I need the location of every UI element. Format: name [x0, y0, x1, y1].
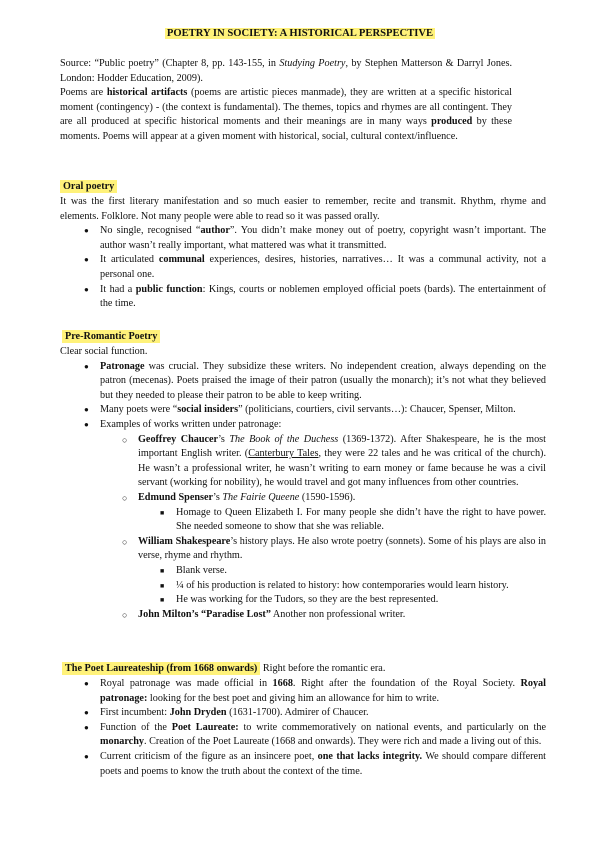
oral-poetry-intro: It was the first literary manifestation and so much easier to remember, recite and transmit. Rhythm, rhyme and elements. Folklore. Not many people were able to read so it was passed orally.: [60, 196, 546, 222]
list-item: ● It had a public function: Kings, courts or noblemen employed official poets (bards). The entertainment of the time.: [80, 283, 546, 312]
list-item-spenser: ○ Edmund Spenser’s The Fairie Queene (1590-1596). ■ Homage to Queen Elizabeth I. For many people she didn’t have the right to have power. She needed someone to show that she was reliable.: [118, 491, 546, 535]
oral-poetry-section: [60, 195, 546, 312]
shakespeare-sublist: [156, 564, 546, 608]
pre-romantic-section: [60, 345, 546, 622]
oral-poetry-heading: Oral poetry: [60, 180, 117, 195]
list-item: ● Function of the Poet Laureate: to write commemoratively on national events, and particularly on the monarchy. Creation of the Poet Laureate (1668 and onwards). They were rich and made a living out of this.: [80, 721, 546, 750]
title-text: POETRY IN SOCIETY: A HISTORICAL PERSPECTIVE: [166, 28, 434, 39]
laureate-section: [60, 677, 546, 779]
pre-romantic-heading: Pre-Romantic Poetry: [62, 330, 160, 345]
laureate-heading-line: [62, 662, 546, 677]
list-item-chaucer: ○ Geoffrey Chaucer’s The Book of the Duchess (1369-1372). After Shakespeare, he is the most important English writer. (Canterbury Tales, they were 22 tales and he was critical of the church). He wasn’t a professional writer, he wasn’t writing to earn money or fame because he was a civil servant (working for nobility), he would travel and got many influences from other countries.: [118, 433, 546, 491]
source-citation: Source: “Public poetry” (Chapter 8, pp. 143-155, in Studying Poetry, by Stephen Matterson & Darryl Jones. London: Hodder Education, 2009).: [60, 58, 512, 84]
pre-romantic-list: [80, 360, 546, 623]
laureate-heading: The Poet Laureateship (from 1668 onwards): [62, 662, 260, 675]
list-item: ● Many poets were “social insiders” (politicians, courtiers, civil servants…): Chaucer, Spenser, Milton.: [80, 403, 546, 418]
list-item: ■ ¼ of his production is related to history: how contemporaries would learn history.: [156, 579, 546, 594]
laureate-list: [80, 677, 546, 779]
spenser-sublist: [156, 506, 546, 535]
list-item: ● Royal patronage was made official in 1668. Right after the foundation of the Royal Society. Royal patronage: looking for the best poet and giving him an allowance for him to write.: [80, 677, 546, 706]
patronage-examples-list: [118, 433, 546, 623]
intro-section: [60, 57, 512, 145]
list-item: ● No single, recognised “author”. You didn’t make money out of poetry, copyright wasn’t important. The author wasn’t really important, what mattered was what it transmitted.: [80, 224, 546, 253]
list-item-milton: ○ John Milton’s “Paradise Lost” Another non professional writer.: [118, 608, 546, 623]
list-item: ■ He was working for the Tudors, so they are the best represented.: [156, 593, 546, 608]
intro-paragraph: Poems are historical artifacts (poems are artistic pieces manmade), they are written at a specific historical moment (contingency) - (the context is fundamental). The themes, topics and rhymes are all contingent. They are all produced at specific historical moments and their meanings are in many ways produced by these moments. Poems will appear at a given moment with historical, social, cultural context/influence.: [60, 87, 513, 142]
list-item: ■ Blank verse.: [156, 564, 546, 579]
list-item: ■ Homage to Queen Elizabeth I. For many people she didn’t have the right to have power. She needed someone to show that she was reliable.: [156, 506, 546, 535]
list-item-shakespeare: ○ William Shakespeare’s history plays. He also wrote poetry (sonnets). Some of his plays are also in verse, rhyme and rhythm. ■ Blank verse. ■ ¼ of his production is related to history: how contemporaries would learn history. ■ He was working for the Tudors, so they are the best represented.: [118, 535, 546, 608]
laureate-heading-note: Right before the romantic era.: [260, 663, 386, 674]
list-item: ● It articulated communal experiences, desires, histories, narratives… It was a communal activity, not a personal one.: [80, 253, 546, 282]
document-title: [0, 27, 600, 42]
list-item: ● First incumbent: John Dryden (1631-1700). Admirer of Chaucer.: [80, 706, 546, 721]
list-item: ● Current criticism of the figure as an insincere poet, one that lacks integrity. We should compare different poets and poems to know the truth about the context of the time.: [80, 750, 546, 779]
list-item: ● Examples of works written under patronage: ○ Geoffrey Chaucer’s The Book of the Duchess (1369-1372). After Shakespeare, he is the most important English writer. (Canterbury Tales, they were 22 tales and he was critical of the church). He wasn’t a professional writer, he wasn’t writing to earn money or fame because he was a civil servant (working for nobility), he would travel and got many influences from other countries. ○ Edmund Spenser’s The Fairie Queene (1590-1596). ■ Homage to Queen Elizabeth I. For many people she didn’t have the right to have power. She needed someone to show that she was reliable. ○ William Shakespeare’s history plays. He also wrote poetry (sonnets). Some of his plays are also in verse, rhyme and rhythm. ■ Blank verse. ■ ¼ of his production is related to history: how contemporaries would learn history. ■ He was working for the Tudors, so they are the best represented. ○ John Milton’s “Paradise Lost” Another non professional writer.: [80, 418, 546, 622]
pre-romantic-intro: Clear social function.: [60, 346, 148, 357]
list-item: ● Patronage was crucial. They subsidize these writers. No independent creation, always depending on the patron (mecenas). Poets praised the image of their patron (usually the monarch); it’s not what they believed but they needed to please their patron to be able to keep writing.: [80, 360, 546, 404]
oral-poetry-list: [80, 224, 546, 312]
